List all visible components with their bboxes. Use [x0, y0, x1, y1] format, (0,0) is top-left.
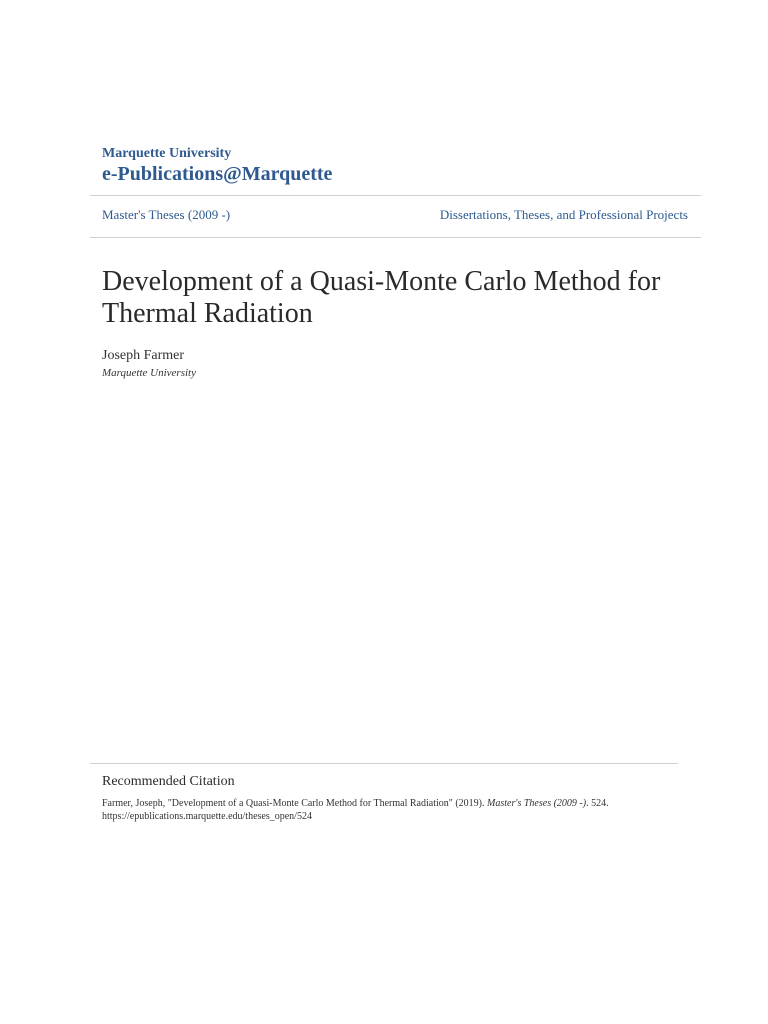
citation-text: [102, 797, 662, 823]
divider-top: [90, 195, 701, 196]
collection-link-masters-theses[interactable]: Master's Theses (2009 -): [102, 207, 231, 222]
citation-part1: Farmer, Joseph, "Development of a Quasi-Monte Carlo Method for Thermal Radiation" (2019).: [102, 798, 487, 809]
author-name: Joseph Farmer: [102, 348, 185, 363]
author-affiliation: Marquette University: [102, 367, 196, 379]
divider-bottom: [90, 237, 701, 238]
repository-header: [102, 145, 702, 186]
repository-name[interactable]: e-Publications@Marquette: [102, 163, 333, 185]
citation-part2: . 524.: [586, 798, 609, 809]
divider-citation: [90, 763, 678, 764]
collection-link-dissertations[interactable]: Dissertations, Theses, and Professional Projects: [439, 207, 688, 222]
university-name[interactable]: Marquette University: [102, 146, 232, 161]
citation-series: Master's Theses (2009 -): [487, 798, 587, 809]
document-title: Development of a Quasi-Monte Carlo Method for Thermal Radiation: [102, 266, 661, 329]
citation-url[interactable]: https://epublications.marquette.edu/theses_open/524: [102, 811, 312, 822]
citation-heading: Recommended Citation: [102, 774, 235, 789]
